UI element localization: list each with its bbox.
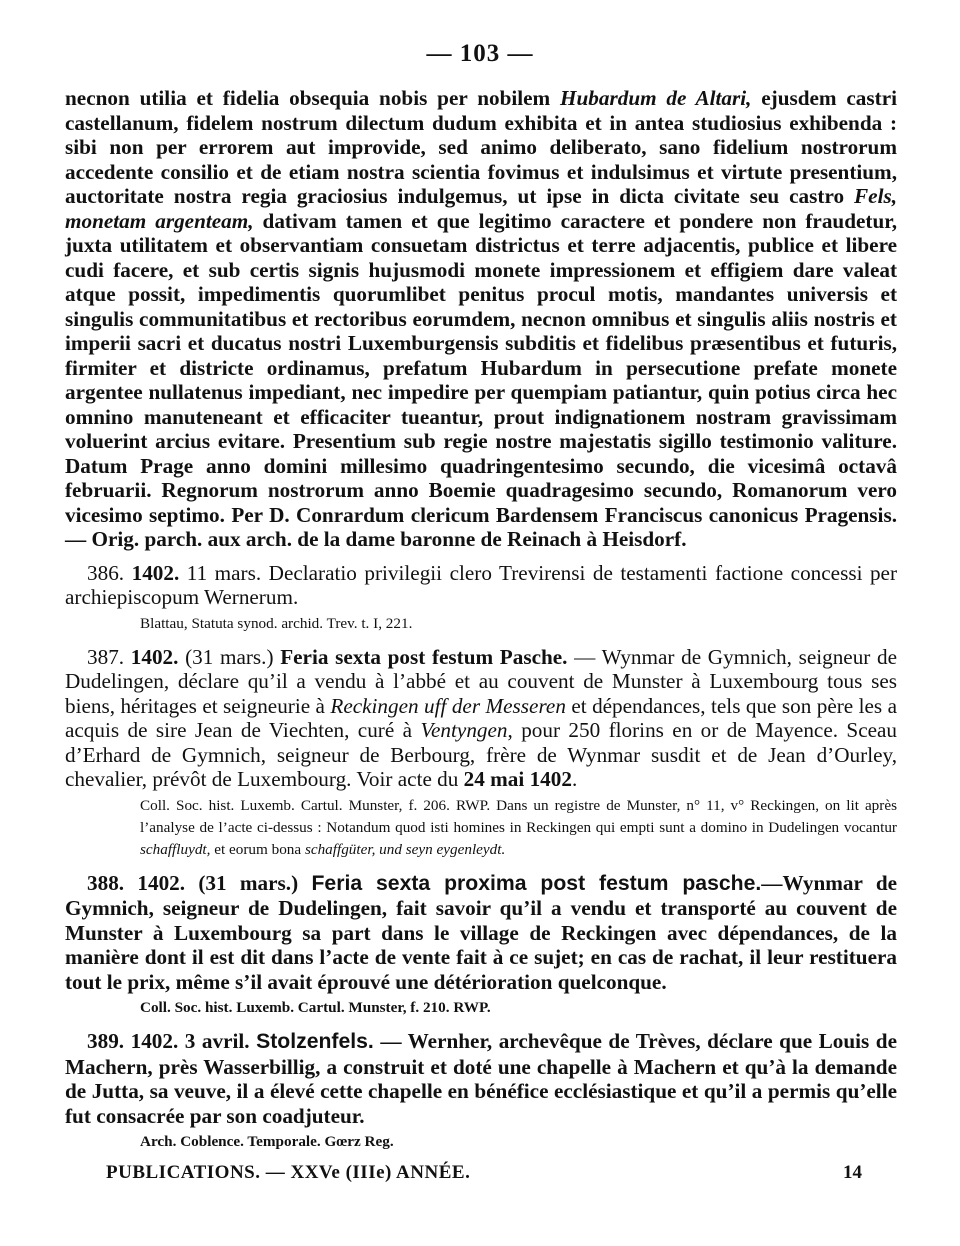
body-text — [65, 86, 897, 1153]
entry-text-3: , pour 250 florins en or de Mayence. Sceau d’Erhard de Gymnich, seigneur de Berbourg, frère de Wynmar susdit et de Jean d’Ourley, chevalier, prévôt de Luxembourg. Voir acte du — [65, 718, 898, 791]
entry-number: 388. — [87, 870, 125, 895]
entry-387-source — [65, 795, 897, 861]
entry-title: Feria sexta post festum Pasche. — [280, 644, 568, 669]
source-text-b: et eorum bona — [210, 840, 305, 858]
entry-year: 1402. — [130, 644, 179, 669]
continuation-paragraph — [65, 86, 897, 552]
entry-388-source: Coll. Soc. hist. Luxemb. Cartul. Munster, f. 210. RWP. — [140, 999, 491, 1016]
entry-386 — [65, 561, 897, 610]
footer-signature: 14 — [843, 1162, 862, 1183]
entry-text: 11 mars. Declaratio privilegii clero Trevirensi de testamenti factione concessi per archiepiscopum Wernerum. — [65, 560, 898, 609]
footer-publication: PUBLICATIONS. — XXVe (IIIe) ANNÉE. — [106, 1162, 471, 1183]
entry-389 — [65, 1029, 897, 1128]
entry-date: (31 mars.) — [185, 870, 312, 895]
entry-year: 1402. — [130, 1029, 179, 1053]
entry-number: 386. — [87, 560, 125, 585]
entry-number: 389. — [87, 1029, 125, 1053]
continuation-text-1: necnon utilia et fidelia obsequia nobis per nobilem — [65, 86, 561, 110]
entry-year: 1402. — [131, 560, 180, 585]
entry-date: 3 avril. — [178, 1029, 257, 1053]
source-italic-b: schaffgüter, und seyn eygenleydt. — [304, 840, 506, 858]
page-number: — 103 — — [426, 40, 534, 67]
entry-386-source: Blattau, Statuta synod. archid. Trev. t. I, 221. — [140, 614, 413, 632]
entry-text: —Wynmar de Gymnich, seigneur de Dudelingen, fait savoir qu’il a vendu et transporté au couvent de Munster à Luxembourg sa part dans le village de Reckingen avec dépendances, de la manière dont il est dit dans l’acte de vente fait à ce sujet; en cas de rachat, il leur restituera tout le prix, même s’il avait éprouvé une détérioration quelconque. — [65, 870, 898, 994]
entry-388 — [65, 871, 897, 995]
source-text-a: Coll. Soc. hist. Luxemb. Cartul. Munster, f. 206. RWP. Dans un registre de Munster, n° 11, v° Reckingen, on lit après l’analyse de l’acte ci-dessus : Notandum quod isti homines in Reckingen qui empti sunt a domino in Dudelingen vocantur — [140, 796, 897, 836]
entry-title: Stolzenfels. — [256, 1030, 374, 1053]
source-italic-a: schaffluydt, — [140, 840, 211, 858]
continuation-text-2: ejusdem castri castellanum, fidelem nostrum dilectum dudum exhibita et in antea studiosius exhibenda : sibi non per errorem aut improvide, sed animo deliberato, sano fidelium nostrorum accedente consilio et de etiam nostra scientia fovimus et indulsimus et virtute presentium, auctoritate nostra regia graciosius indulgemus, ut ipse in dicta civitate seu castro — [65, 86, 897, 208]
entry-387 — [65, 645, 897, 792]
entry-text-4: . — [571, 767, 578, 791]
entry-bold-date: 24 mai 1402 — [463, 767, 572, 791]
entry-389-source: Arch. Coblence. Temporale. Gœrz Reg. — [140, 1133, 394, 1150]
continuation-italic-2: Fels, monetam argenteam, — [65, 184, 897, 233]
entry-year: 1402. — [137, 870, 186, 895]
entry-number: 387. — [87, 644, 125, 669]
entry-italic-1: Reckingen uff der Messeren — [330, 693, 566, 718]
continuation-italic-1: Hubardum de Altari, — [560, 86, 752, 110]
entry-text-2: et dépendances, tels que son père les a acquis de sire Jean de Viechten, curé à — [65, 693, 897, 742]
continuation-text-3: dativam tamen et que legitimo caractere et pondere non fraudetur, juxta utilitatem et observantiam consuetam districtus et terre adjacentis, publice et libere cudi facere, et sub certis signis hujusmodi monete impressionem et effigiem dare valeat atque possit, impedimentis quorumlibet penitus procul motis, mandantes universis et singulis communitatibus et rectoribus eorumdem, necnon omnibus et singulis aliis nostris et imperii sacri et ducatus nostri Luxemburgensis subditis et fidelibus præsentibus et futuris, firmiter et districte ordinamus, prefatum Hubardum in persecutione prefate monete argentee nullatenus impediant, nec impedire per quempiam patiantur, quin potius circa hec omnino manuteneant et efficaciter tueantur, prout indignationem nostram gravissimam voluerint arcius evitare. Presentium sub regie nostre majestatis sigillo testimonio valiture. Datum Prage anno domini millesimo quadringentesimo secundo, die vicesimâ octavâ februarii. Regnorum nostrorum anno Boemie quadragesimo secundo, Romanorum vero vicesimo septimo. Per D. Conrardum clericum Bardensem Franciscus canonicus Pragensis. — Orig. parch. aux arch. de la dame baronne de Reinach à Heisdorf. — [65, 208, 897, 551]
entry-title: Feria sexta proxima post festum pasche. — [311, 871, 762, 895]
entry-italic-2: Ventyngen — [420, 718, 508, 742]
entry-text: — Wernher, archevêque de Trèves, déclare que Louis de Machern, près Wasserbillig, a construit et doté une chapelle à Machern et qu’à la demande de Jutta, sa veuve, il a élevé cette chapelle en bénéfice ecclésiastique et qu’il a permis qu’elle fut consacrée par son coadjuteur. — [65, 1029, 897, 1128]
entry-date: (31 mars.) — [178, 644, 281, 669]
entry-text-1: — Wynmar de Gymnich, seigneur de Dudelingen, déclare qu’il a vendu à l’abbé et au couvent de Munster à Luxembourg tous ses biens, héritages et seigneurie à — [65, 644, 898, 718]
